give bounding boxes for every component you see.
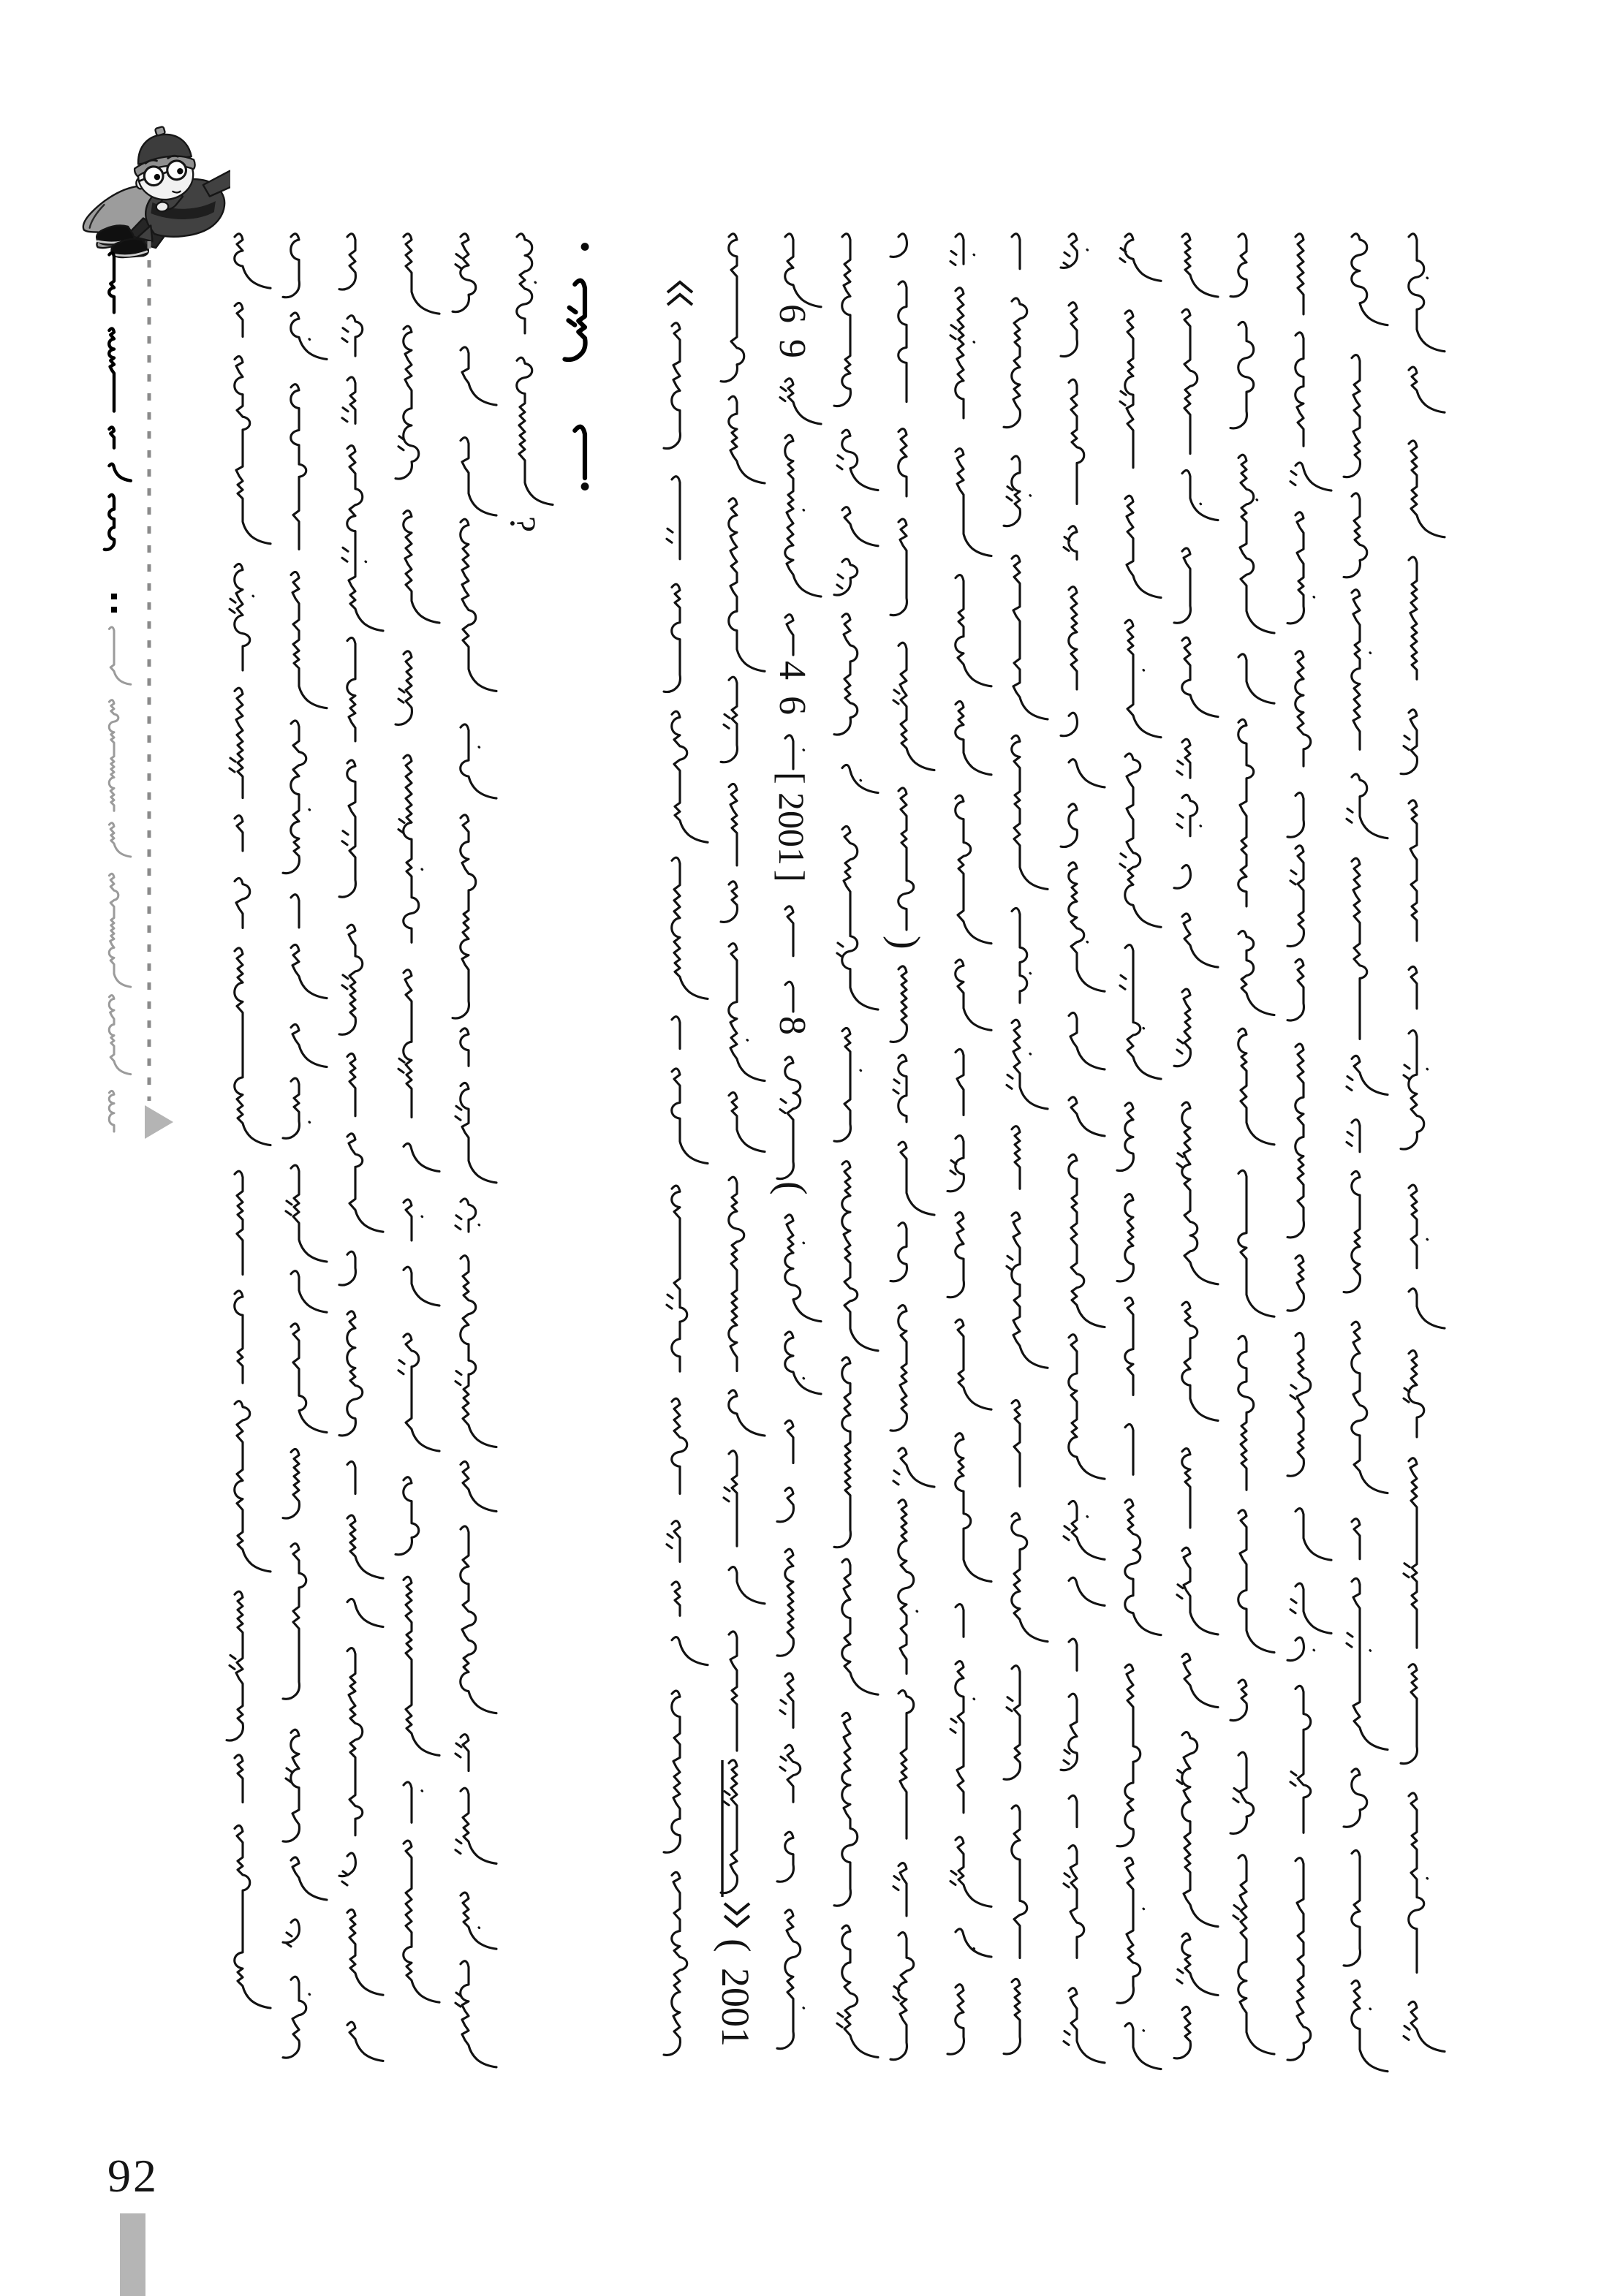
inline-number: 6 [771,304,813,323]
inline-number: 6 [771,696,813,715]
heading-bullet: • [578,227,591,265]
bracket-open: [ [771,772,812,784]
paren-open: ( [768,1181,814,1195]
footer-bar [120,2213,145,2296]
inline-number: 9 [771,339,813,358]
page-number: 92 [107,2150,159,2202]
bracket-close: ] [771,870,812,882]
paren-close: ) [882,936,928,950]
citation-year: 2001 [771,792,812,865]
inline-number: 8 [771,1016,813,1035]
heading-bullet: • [578,467,591,505]
year-number: 2001 [713,1968,757,2047]
inline-number: 4 [771,661,813,680]
paren-open: ( [712,1939,758,1952]
question-mark: ? [503,516,544,533]
